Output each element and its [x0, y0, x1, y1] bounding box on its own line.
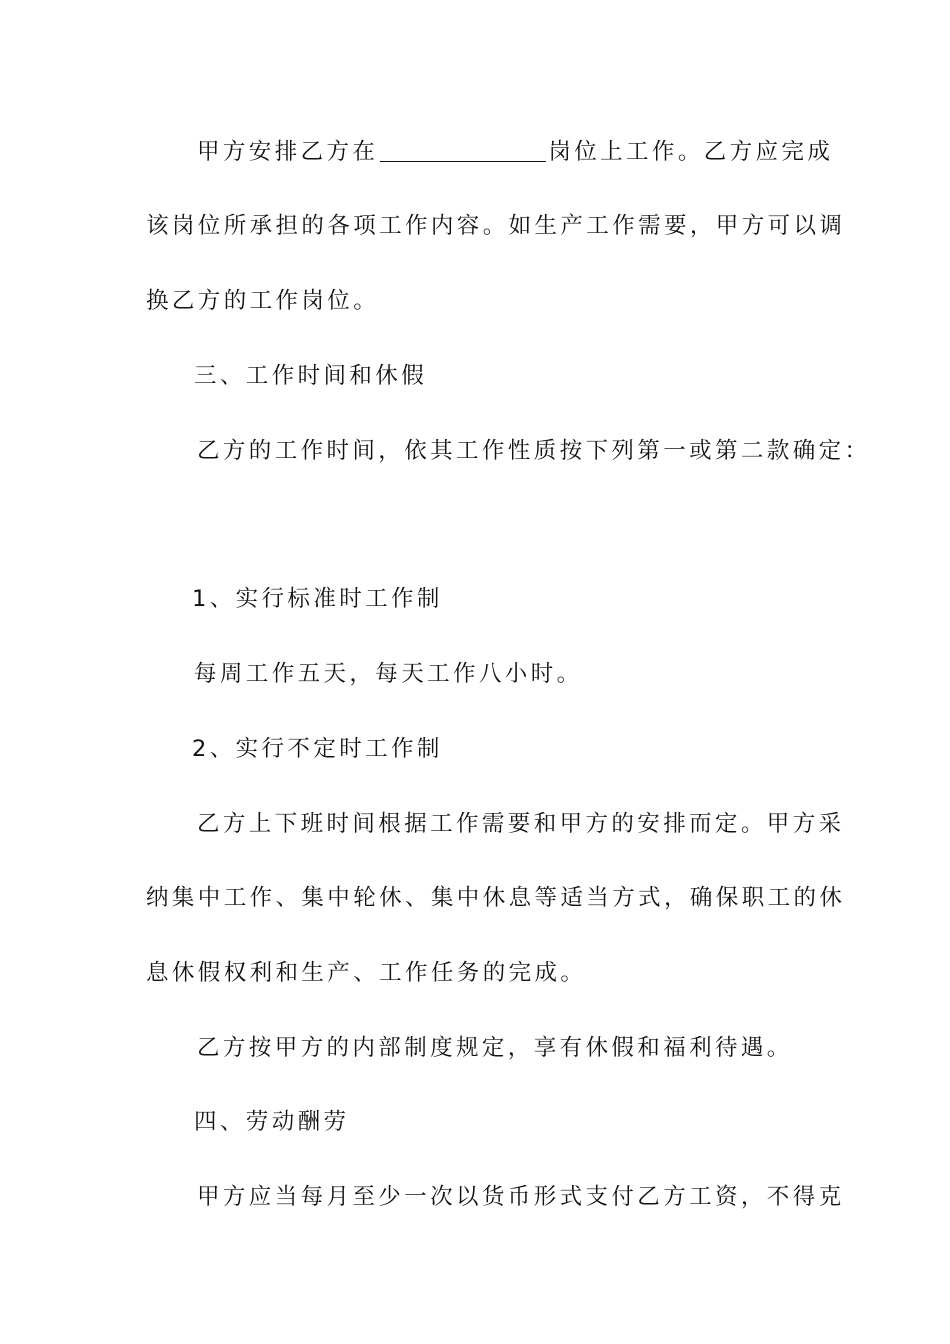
paragraph-line-2: 该岗位所承担的各项工作内容。如生产工作需要，甲方可以调: [146, 213, 846, 239]
paragraph-line-12: 乙方按甲方的内部制度规定，享有休假和福利待遇。: [197, 1035, 793, 1061]
paragraph-line-10: 纳集中工作、集中轮休、集中休息等适当方式，确保职工的休: [146, 885, 846, 911]
section-heading-4: 四、劳动酬劳: [194, 1109, 350, 1135]
paragraph-line-11: 息休假权利和生产、工作任务的完成。: [146, 960, 587, 986]
section-heading-3: 三、工作时间和休假: [194, 363, 428, 389]
clause-heading-2: 2、实行不定时工作制: [192, 736, 443, 762]
paragraph-line-7: 每周工作五天，每天工作八小时。: [194, 661, 583, 687]
paragraph-line-14: 甲方应当每月至少一次以货币形式支付乙方工资，不得克: [197, 1184, 845, 1210]
paragraph-line-9: 乙方上下班时间根据工作需要和甲方的安排而定。甲方采: [197, 811, 845, 837]
paragraph-line-3: 换乙方的工作岗位。: [146, 288, 380, 314]
position-blank-field: [380, 139, 546, 162]
paragraph-line-5: 乙方的工作时间，依其工作性质按下列第一或第二款确定：: [197, 438, 871, 464]
paragraph-line-1: [197, 137, 833, 167]
line-text-before-blank: 甲方安排乙方在: [197, 139, 379, 165]
line-text-after-blank: 岗位上工作。乙方应完成: [548, 139, 834, 165]
clause-heading-1: 1、实行标准时工作制: [192, 586, 443, 612]
